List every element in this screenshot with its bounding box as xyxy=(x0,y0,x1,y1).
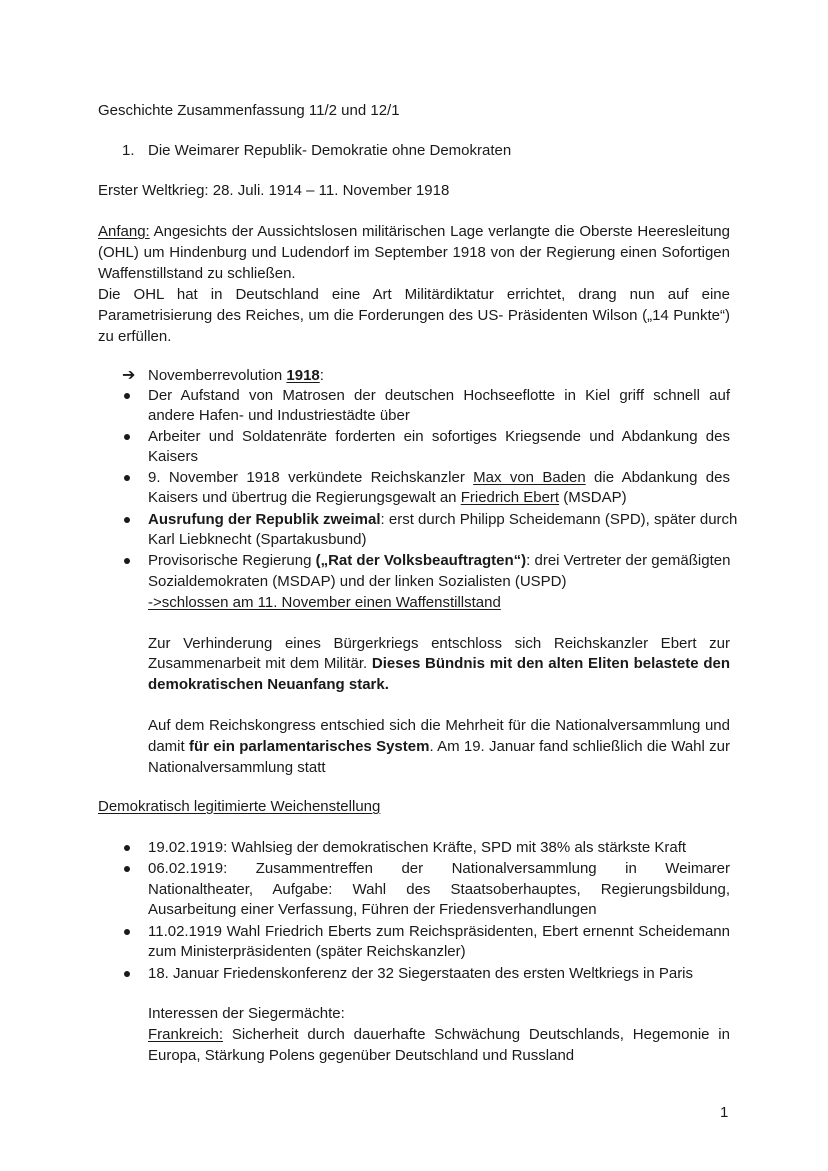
ww1-dates: Erster Weltkrieg: 28. Juli. 1914 – 11. November 1918 xyxy=(98,182,450,199)
demo-bullet-3-line-1: 11.02.1919 Wahl Friedrich Eberts zum Reichspräsidenten, Ebert ernennt Scheidemann xyxy=(148,923,730,940)
demo-bullet-2-line-3: Ausarbeitung einer Verfassung, Führen der Friedensverhandlungen xyxy=(148,901,597,918)
ebert-paragraph-line-2: Zusammenarbeit mit dem Militär. Dieses Bündnis mit den alten Eliten belastete den xyxy=(148,655,730,672)
frankreich-line-2: Europa, Stärkung Polens gegenüber Deutschland und Russland xyxy=(148,1047,575,1064)
novrev-bullet-5-line-2: Sozialdemokraten (MSDAP) und der linken Sozialisten (USPD) xyxy=(148,573,567,590)
document-title: Geschichte Zusammenfassung 11/2 und 12/1 xyxy=(98,102,400,119)
page-number: 1 xyxy=(720,1104,729,1121)
ebert-paragraph-line-3: demokratischen Neuanfang stark. xyxy=(148,676,389,693)
section-number: 1. xyxy=(122,142,135,159)
anfang-line-6: zu erfüllen. xyxy=(98,328,172,345)
bullet-icon xyxy=(124,866,130,872)
demokratisch-heading: Demokratisch legitimierte Weichenstellung xyxy=(98,798,381,815)
anfang-label: Anfang: xyxy=(98,223,150,240)
novrev-bullet-4-line-2: Karl Liebknecht (Spartakusbund) xyxy=(148,531,367,548)
novrev-bullet-2-line-1: Arbeiter und Soldatenräte forderten ein sofortiges Kriegsende und Abdankung des xyxy=(148,428,730,445)
reichskongress-line-2: damit für ein parlamentarisches System. Am 19. Januar fand schließlich die Wahl zur xyxy=(148,738,730,755)
bullet-icon xyxy=(124,393,130,399)
demo-bullet-4: 18. Januar Friedenskonferenz der 32 Siegerstaaten des ersten Weltkriegs in Paris xyxy=(148,965,694,982)
frankreich-line-1: Frankreich: Sicherheit durch dauerhafte Schwächung Deutschlands, Hegemonie in xyxy=(148,1026,730,1043)
section-heading: Die Weimarer Republik- Demokratie ohne Demokraten xyxy=(148,142,512,159)
anfang-line-4: Die OHL hat in Deutschland eine Art Militärdiktatur errichtet, drang nun auf eine xyxy=(98,286,730,303)
bullet-icon xyxy=(124,558,130,564)
anfang-line-3: Waffenstillstand zu schließen. xyxy=(98,265,296,282)
bullet-icon xyxy=(124,434,130,440)
novrev-bullet-1-line-2: andere Hafen- und Industriestädte über xyxy=(148,407,410,424)
ebert-paragraph-line-1: Zur Verhinderung eines Bürgerkriegs entschloss sich Reichskanzler Ebert zur xyxy=(148,635,730,652)
novrev-bullet-2-line-2: Kaisers xyxy=(148,448,199,465)
demo-bullet-1: 19.02.1919: Wahlsieg der demokratischen Kräfte, SPD mit 38% als stärkste Kraft xyxy=(148,839,687,856)
anfang-line-5: Parametrisierung des Reiches, um die Forderungen des US- Präsidenten Wilson („14 Punkte“) xyxy=(98,307,730,324)
bullet-icon xyxy=(124,971,130,977)
novrev-bullet-3-line-1: 9. November 1918 verkündete Reichskanzler Max von Baden die Abdankung des xyxy=(148,469,730,486)
demo-bullet-3-line-2: zum Ministerpräsidenten (später Reichskanzler) xyxy=(148,943,466,960)
novrev-bullet-5-line-1: Provisorische Regierung („Rat der Volksbeauftragten“): drei Vertreter der gemäßigten xyxy=(148,552,731,569)
bullet-icon xyxy=(124,929,130,935)
reichskongress-line-3: Nationalversammlung statt xyxy=(148,759,326,776)
novrev-bullet-5-line-3: ->schlossen am 11. November einen Waffenstillstand xyxy=(148,594,501,611)
interessen-heading: Interessen der Siegermächte: xyxy=(148,1005,345,1022)
novrev-bullet-3-line-2: Kaisers und übertrug die Regierungsgewalt an Friedrich Ebert (MSDAP) xyxy=(148,489,627,506)
arrow-right-icon: ➔ xyxy=(122,367,136,384)
bullet-icon xyxy=(124,475,130,481)
novrev-bullet-1-line-1: Der Aufstand von Matrosen der deutschen Hochseeflotte in Kiel griff schnell auf xyxy=(148,387,730,404)
bullet-icon xyxy=(124,517,130,523)
bullet-icon xyxy=(124,845,130,851)
demo-bullet-2-line-2: Nationaltheater, Aufgabe: Wahl des Staatsoberhauptes, Regierungsbildung, xyxy=(148,881,730,898)
anfang-line-1: Anfang: Angesichts der Aussichtslosen militärischen Lage verlangte die Oberste Heeresleitung xyxy=(98,223,730,240)
novrev-bullet-4-line-1: Ausrufung der Republik zweimal: erst durch Philipp Scheidemann (SPD), später durch xyxy=(148,511,738,528)
reichskongress-line-1: Auf dem Reichskongress entschied sich die Mehrheit für die Nationalversammlung und xyxy=(148,717,730,734)
novemberrevolution-heading: Novemberrevolution 1918: xyxy=(148,367,324,384)
anfang-line-2: (OHL) um Hindenburg und Ludendorf im September 1918 von der Regierung einen Sofortigen xyxy=(98,244,730,261)
demo-bullet-2-line-1: 06.02.1919: Zusammentreffen der Nationalversammlung in Weimarer xyxy=(148,860,730,877)
